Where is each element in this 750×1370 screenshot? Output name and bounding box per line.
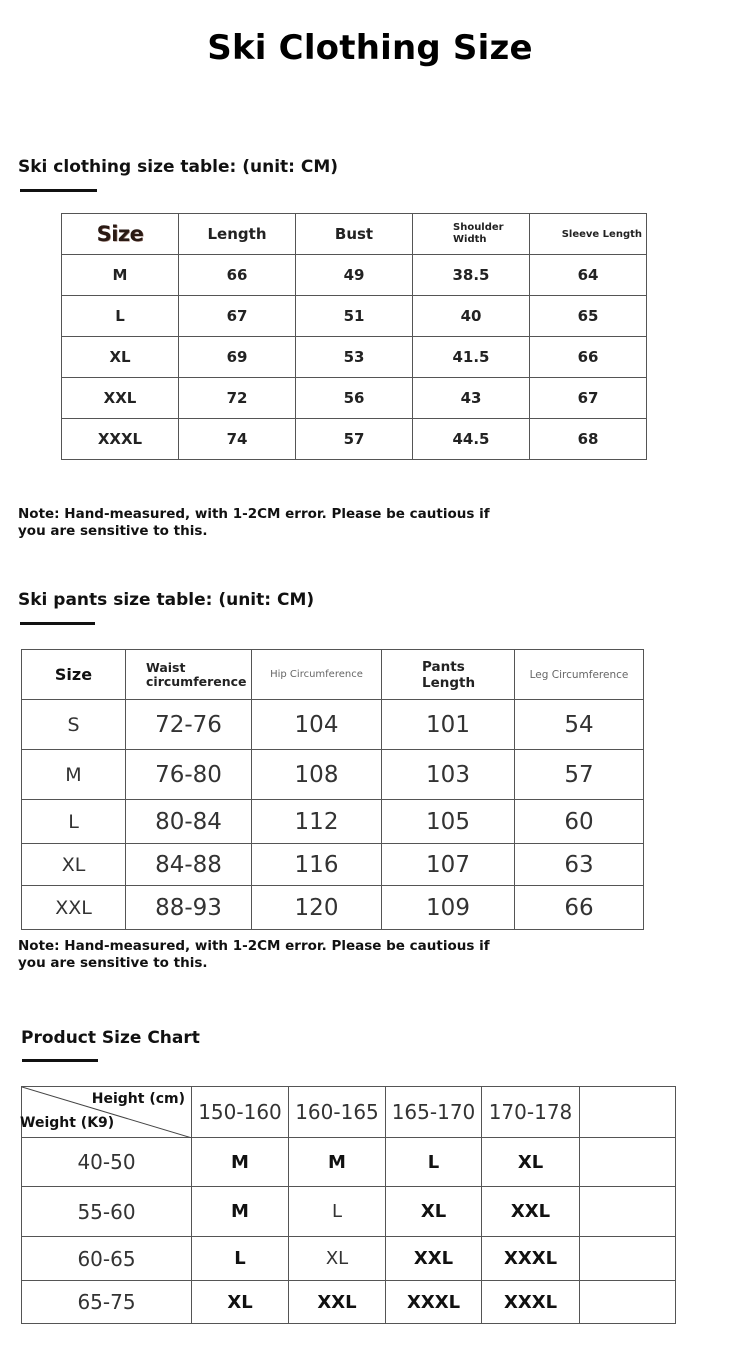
header-hip: Hip Circumference [252, 650, 382, 700]
height-label: Height (cm) [91, 1091, 185, 1107]
pants-heading-underline [20, 622, 95, 625]
cell-size: L [22, 800, 126, 844]
product-header-row [22, 1087, 676, 1138]
cell-pants-length: 109 [382, 886, 515, 930]
weight-range: 55-60 [22, 1187, 192, 1237]
clothing-table-heading: Ski clothing size table: (unit: CM) [18, 157, 339, 177]
pants-header-row [22, 650, 644, 700]
height-range: 150-160 [192, 1087, 289, 1138]
cell-size: XXL [62, 378, 179, 419]
cell-leg: 63 [515, 844, 644, 886]
table-row [62, 378, 647, 419]
size-cell: XXL [289, 1281, 386, 1324]
cell-size: XL [22, 844, 126, 886]
cell-size: XXL [22, 886, 126, 930]
cell-length: 66 [179, 255, 296, 296]
clothing-size-table [61, 213, 647, 460]
header-sleeve-length: Sleeve Length [530, 214, 647, 255]
table-row [22, 750, 644, 800]
size-cell-empty [580, 1237, 676, 1281]
cell-hip: 112 [252, 800, 382, 844]
cell-waist: 72-76 [126, 700, 252, 750]
cell-sleeve: 67 [530, 378, 647, 419]
clothing-note: Note: Hand-measured, with 1-2CM error. Please be cautious if you are sensitive to this. [18, 506, 490, 539]
cell-shoulder: 44.5 [413, 419, 530, 460]
clothing-heading-underline [20, 189, 97, 192]
cell-sleeve: 65 [530, 296, 647, 337]
size-cell: XXL [386, 1237, 482, 1281]
cell-pants-length: 103 [382, 750, 515, 800]
size-cell-empty [580, 1281, 676, 1324]
cell-bust: 56 [296, 378, 413, 419]
cell-pants-length: 107 [382, 844, 515, 886]
size-cell: XXXL [482, 1237, 580, 1281]
header-length: Length [179, 214, 296, 255]
cell-bust: 51 [296, 296, 413, 337]
pants-table-heading: Ski pants size table: (unit: CM) [18, 590, 315, 610]
cell-pants-length: 105 [382, 800, 515, 844]
table-row [22, 1138, 676, 1187]
cell-bust: 53 [296, 337, 413, 378]
cell-sleeve: 68 [530, 419, 647, 460]
height-weight-corner [22, 1087, 192, 1138]
cell-hip: 116 [252, 844, 382, 886]
cell-shoulder: 43 [413, 378, 530, 419]
header-size: Size [62, 214, 179, 255]
size-cell: M [192, 1187, 289, 1237]
table-row [62, 255, 647, 296]
height-range-empty [580, 1087, 676, 1138]
cell-pants-length: 101 [382, 700, 515, 750]
table-row [62, 419, 647, 460]
header-bust: Bust [296, 214, 413, 255]
cell-waist: 76-80 [126, 750, 252, 800]
size-cell: M [289, 1138, 386, 1187]
cell-size: S [22, 700, 126, 750]
table-row [62, 296, 647, 337]
cell-length: 72 [179, 378, 296, 419]
product-chart-heading: Product Size Chart [21, 1028, 200, 1048]
clothing-header-row [62, 214, 647, 255]
size-cell: XXXL [386, 1281, 482, 1324]
weight-range: 65-75 [22, 1281, 192, 1324]
cell-size: M [22, 750, 126, 800]
cell-size: XXXL [62, 419, 179, 460]
size-cell: L [289, 1187, 386, 1237]
table-row [22, 1281, 676, 1324]
cell-size: M [62, 255, 179, 296]
pants-size-table [21, 649, 644, 930]
cell-hip: 104 [252, 700, 382, 750]
header-leg: Leg Circumference [515, 650, 644, 700]
cell-shoulder: 40 [413, 296, 530, 337]
weight-range: 40-50 [22, 1138, 192, 1187]
cell-length: 74 [179, 419, 296, 460]
cell-leg: 57 [515, 750, 644, 800]
table-row [22, 800, 644, 844]
header-waist: Waist circumference [126, 650, 252, 700]
cell-bust: 57 [296, 419, 413, 460]
cell-hip: 120 [252, 886, 382, 930]
header-shoulder-width: Shoulder Width [413, 214, 530, 255]
weight-range: 60-65 [22, 1237, 192, 1281]
cell-hip: 108 [252, 750, 382, 800]
cell-length: 67 [179, 296, 296, 337]
size-cell: XL [386, 1187, 482, 1237]
size-cell: L [386, 1138, 482, 1187]
cell-leg: 54 [515, 700, 644, 750]
table-row [22, 700, 644, 750]
cell-sleeve: 66 [530, 337, 647, 378]
weight-label: Weight (K9) [20, 1115, 115, 1131]
height-range: 165-170 [386, 1087, 482, 1138]
size-cell: XXL [482, 1187, 580, 1237]
cell-shoulder: 38.5 [413, 255, 530, 296]
cell-length: 69 [179, 337, 296, 378]
cell-sleeve: 64 [530, 255, 647, 296]
table-row [22, 886, 644, 930]
cell-leg: 60 [515, 800, 644, 844]
cell-shoulder: 41.5 [413, 337, 530, 378]
size-cell: XL [289, 1237, 386, 1281]
table-row [22, 844, 644, 886]
height-range: 160-165 [289, 1087, 386, 1138]
cell-leg: 66 [515, 886, 644, 930]
table-row [22, 1187, 676, 1237]
size-cell-empty [580, 1187, 676, 1237]
header-pants-length: Pants Length [382, 650, 515, 700]
header-size: Size [22, 650, 126, 700]
cell-waist: 80-84 [126, 800, 252, 844]
cell-size: L [62, 296, 179, 337]
cell-size: XL [62, 337, 179, 378]
table-row [22, 1237, 676, 1281]
cell-waist: 88-93 [126, 886, 252, 930]
size-cell: L [192, 1237, 289, 1281]
size-cell-empty [580, 1138, 676, 1187]
cell-bust: 49 [296, 255, 413, 296]
size-cell: XL [192, 1281, 289, 1324]
product-size-table [21, 1086, 676, 1324]
page-title: Ski Clothing Size [207, 28, 533, 68]
pants-note: Note: Hand-measured, with 1-2CM error. Please be cautious if you are sensitive to this. [18, 938, 490, 971]
cell-waist: 84-88 [126, 844, 252, 886]
height-range: 170-178 [482, 1087, 580, 1138]
size-cell: XL [482, 1138, 580, 1187]
product-heading-underline [22, 1059, 98, 1062]
size-cell: M [192, 1138, 289, 1187]
size-cell: XXXL [482, 1281, 580, 1324]
table-row [62, 337, 647, 378]
